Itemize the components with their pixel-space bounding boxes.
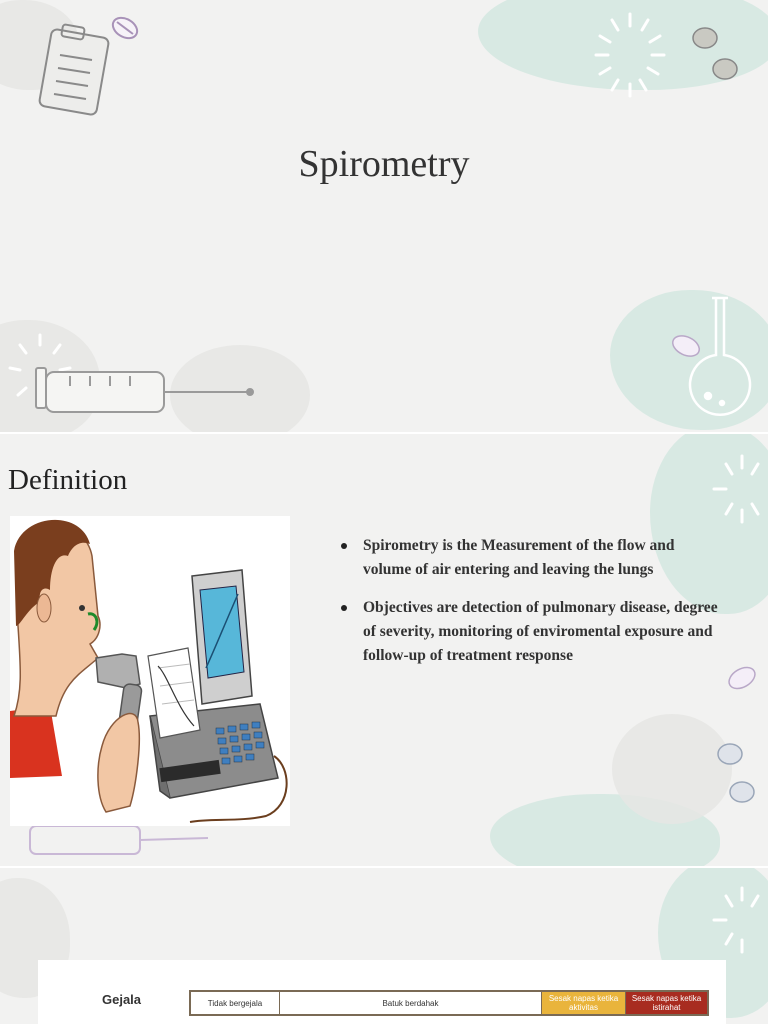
- scale-cell: Sesak napas ketika aktivitas: [542, 992, 626, 1014]
- clipboard-icon: [39, 24, 110, 115]
- pill-icon: [725, 663, 758, 693]
- burst-icon: [714, 456, 758, 522]
- scale-cell: Batuk berdahak: [280, 992, 542, 1014]
- bullet-icon: [341, 605, 347, 611]
- scale-cell: Sesak napas ketika istirahat: [626, 992, 707, 1014]
- pill-icon: [109, 14, 141, 43]
- spirometer-image: [10, 516, 290, 826]
- spirometry-illustration: [10, 516, 290, 826]
- definition-list: [340, 534, 720, 682]
- symptom-scale: [189, 990, 709, 1016]
- burst-icon: [596, 14, 664, 96]
- pill-icon: [670, 332, 703, 360]
- slide-title: Spirometry: [298, 143, 470, 185]
- pill-icon: [693, 28, 737, 79]
- symptom-table-card: [38, 960, 726, 1024]
- shirt-shape: [10, 706, 62, 778]
- syringe-icon: [30, 826, 208, 854]
- section-heading: Definition: [8, 464, 128, 496]
- list-item: Objectives are detection of pulmonary disease, degree of severity, monitoring of enviromental exposure and follow-up of treatment response: [340, 596, 720, 668]
- burst-icon: [714, 888, 758, 952]
- hand-shape: [98, 714, 139, 812]
- decor-illustrations: [0, 0, 768, 432]
- title-slide: [0, 0, 768, 432]
- definition-slide: [0, 434, 768, 866]
- list-item: Spirometry is the Measurement of the flow and volume of air entering and leaving the lungs: [340, 534, 720, 582]
- scale-cell: Tidak bergejala: [191, 992, 280, 1014]
- pill-icon: [718, 744, 754, 802]
- syringe-icon: [36, 368, 253, 412]
- bullet-icon: [341, 543, 347, 549]
- symptom-slide: [0, 868, 768, 1024]
- flask-icon: [690, 298, 750, 415]
- mouthpiece: [96, 654, 140, 688]
- row-label: Gejala: [102, 992, 142, 1007]
